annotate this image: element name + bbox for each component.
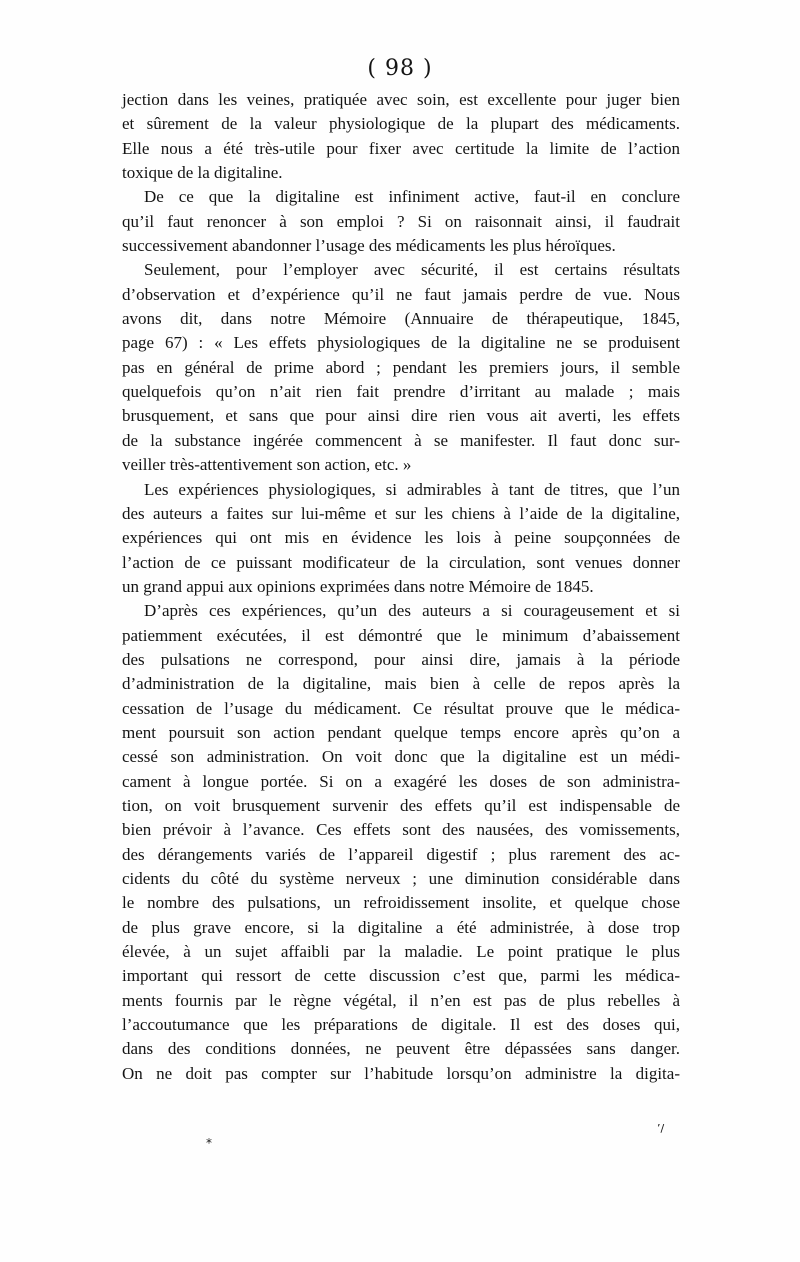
text-line: Elle nous a été très-utile pour fixer avec certitude la limite de l’action [122, 138, 680, 158]
corner-mark: ’/ [657, 1122, 665, 1135]
text-line: ments fournis par le règne végétal, il n’en est pas de plus rebelles à [122, 990, 680, 1010]
text-line: successivement abandonner l’usage des médicaments les plus héroïques. [122, 236, 616, 256]
text-line: des auteurs a faites sur lui-même et sur les chiens à l’aide de la digitaline, [122, 503, 680, 523]
text-line: D’après ces expériences, qu’un des auteurs a si courageusement et si [144, 601, 680, 621]
text-line: patiemment exécutées, il est démontré que le minimum d’abaissement [122, 625, 680, 645]
text-line: brusquement, et sans que pour ainsi dire rien vous ait averti, les effets [122, 406, 680, 426]
text-line: jection dans les veines, pratiquée avec soin, est excellente pour juger bien [122, 90, 680, 109]
signature-mark: * [206, 1136, 212, 1150]
text-line: dans des conditions données, ne peuvent être dépassées sans danger. [122, 1039, 680, 1059]
text-line: Les expériences physiologiques, si admirables à tant de titres, que l’un [144, 479, 680, 499]
text-line: expériences qui ont mis en évidence les lois à peine soupçonnées de [122, 528, 680, 548]
text-line: de plus grave encore, si la digitaline a été administrée, à dose trop [122, 917, 680, 937]
page-number: ( 98 ) [367, 56, 433, 81]
text-line: cessé son administration. On voit donc que la digitaline est un médi- [122, 747, 680, 767]
text-line: page 67) : « Les effets physiologiques de la digitaline ne se produisent [122, 333, 680, 353]
text-line: On ne doit pas compter sur l’habitude lorsqu’on administre la digita- [122, 1063, 680, 1083]
body-text [122, 88, 680, 1086]
text-line: d’administration de la digitaline, mais bien à celle de repos après la [122, 674, 680, 694]
text-line: pas en général de prime abord ; pendant les premiers jours, il semble [122, 357, 680, 377]
text-line: qu’il faut renoncer à son emploi ? Si on raisonnait ainsi, il faudrait [122, 211, 680, 231]
text-line: important qui ressort de cette discussion c’est que, parmi les médica- [122, 966, 680, 986]
text-line: de la substance ingérée commencent à se manifester. Il faut donc sur- [122, 430, 680, 450]
text-line: des dérangements variés de l’appareil digestif ; plus rarement des ac- [122, 844, 680, 864]
text-line: un grand appui aux opinions exprimées dans notre Mémoire de 1845. [122, 576, 594, 596]
text-line: Seulement, pour l’employer avec sécurité, il est certains résultats [144, 260, 680, 280]
text-line: l’action de ce puissant modificateur de la circulation, sont venues donner [122, 552, 680, 572]
text-line: d’observation et d’expérience qu’il ne faut jamais perdre de vue. Nous [122, 284, 680, 304]
text-line: tion, on voit brusquement survenir des effets qu’il est indispensable de [122, 795, 680, 815]
text-line: veiller très-attentivement son action, etc. » [122, 455, 412, 475]
text-line: cidents du côté du système nerveux ; une diminution considérable dans [122, 869, 680, 888]
text-line: ment poursuit son action pendant quelque temps encore après qu’on a [122, 722, 680, 742]
text-line: quelquefois qu’on n’ait rien fait prendre d’irritant au malade ; mais [122, 382, 680, 402]
text-line: l’accoutumance que les préparations de digitale. Il est des doses qui, [122, 1015, 680, 1035]
text-line: élevée, à un sujet affaibli par la maladie. Le point pratique le plus [122, 942, 680, 962]
text-line: le nombre des pulsations, un refroidissement insolite, et quelque chose [122, 893, 680, 913]
text-line: et sûrement de la valeur physiologique de la plupart des médicaments. [122, 114, 680, 134]
text-line: avons dit, dans notre Mémoire (Annuaire de thérapeutique, 1845, [122, 309, 680, 329]
text-line: De ce que la digitaline est infiniment active, faut-il en conclure [144, 187, 680, 207]
text-line: toxique de la digitaline. [122, 163, 283, 183]
text-line: cament à longue portée. Si on a exagéré les doses de son administra- [122, 771, 680, 791]
text-line: cessation de l’usage du médicament. Ce résultat prouve que le médica- [122, 698, 680, 718]
text-line: bien prévoir à l’avance. Ces effets sont des nausées, des vomissements, [122, 820, 680, 840]
text-line: des pulsations ne correspond, pour ainsi dire, jamais à la période [122, 649, 680, 669]
